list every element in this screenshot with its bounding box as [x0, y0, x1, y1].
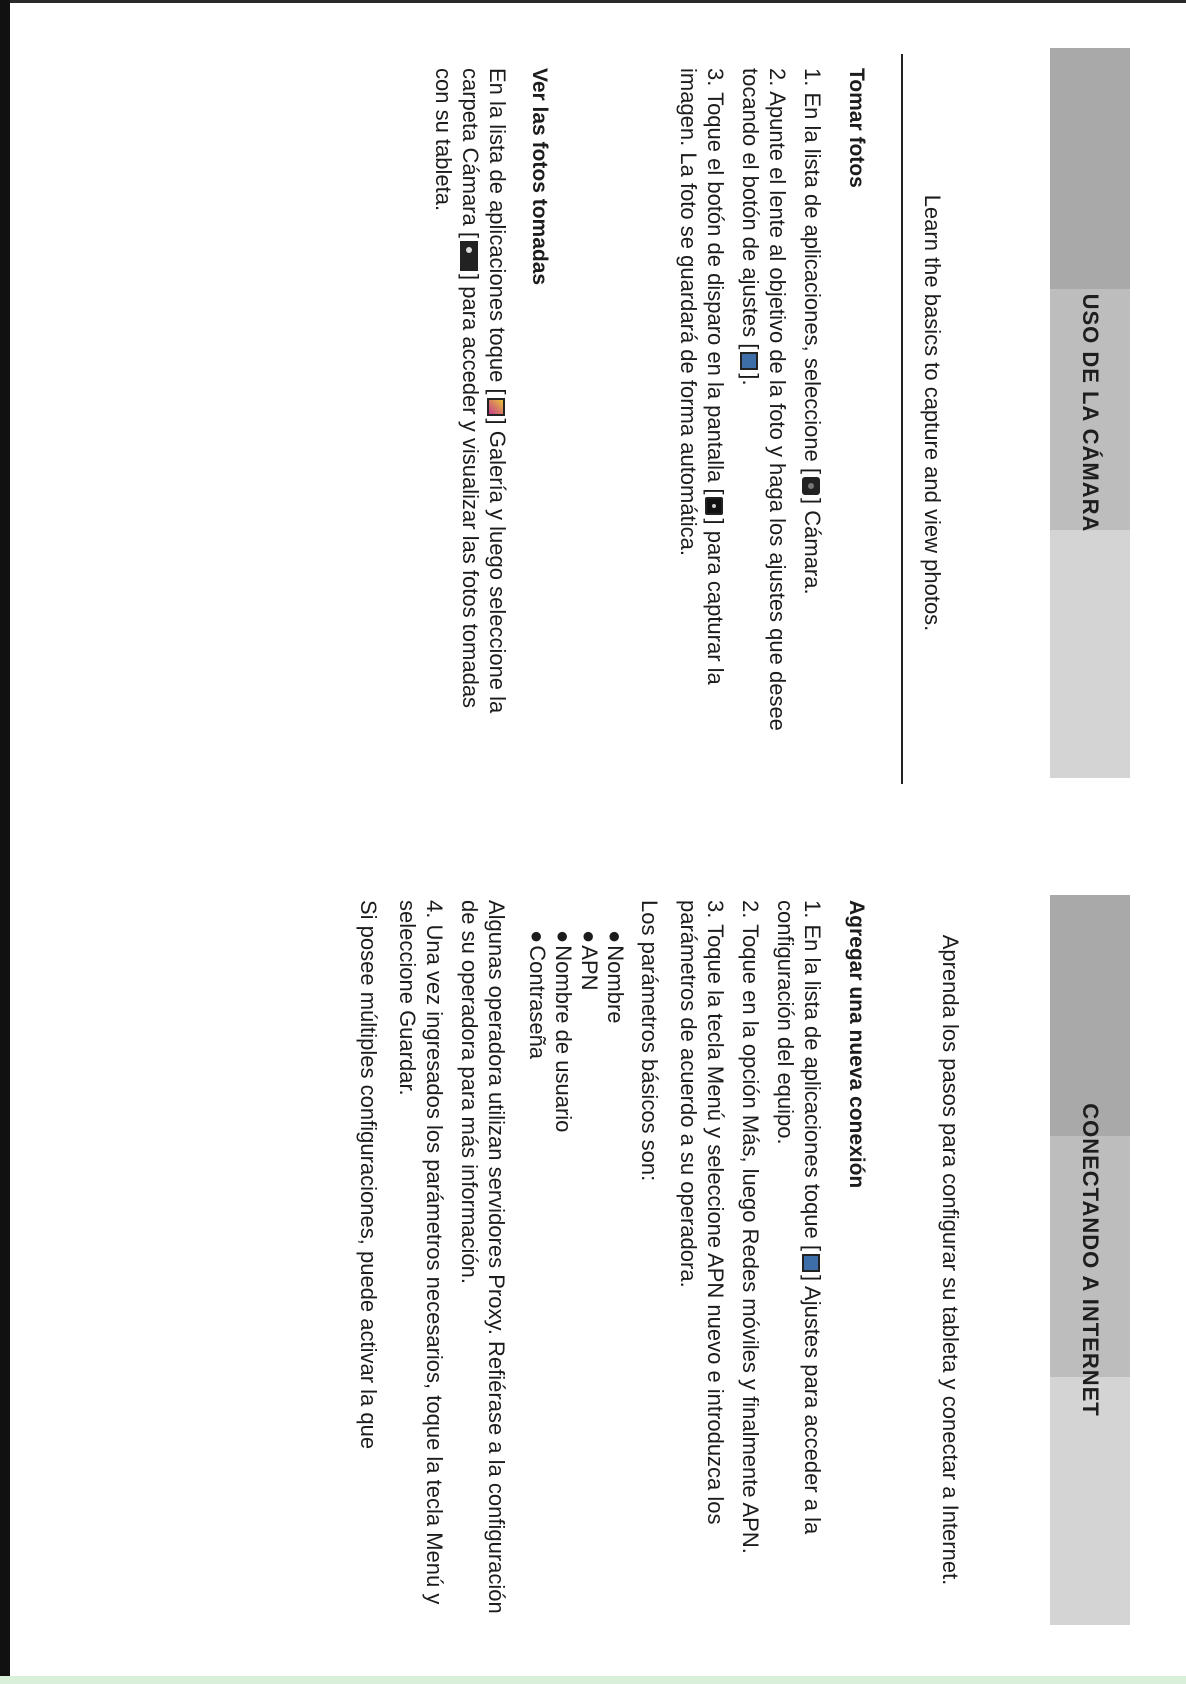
- camera-step-3: 3. Toque el botón de disparo en la pantalla [] para capturar la imagen. La foto se guardará de forma automática.: [676, 68, 728, 685]
- settings-icon: [740, 352, 758, 370]
- camera-title-band: [1050, 48, 1130, 778]
- internet-intro: Aprenda los pasos para configurar su tableta y conectar a Internet.: [938, 934, 963, 1586]
- gallery-icon: [487, 398, 505, 416]
- camera-intro: Learn the basics to capture and view photos.: [920, 194, 945, 632]
- param-item: ● APN: [576, 930, 602, 1620]
- take-photos-heading: Tomar fotos: [845, 68, 868, 188]
- camera-step-2: 2. Apunte el lente al objetivo de la foto y haga los ajustes que desee tocando el botón de ajustes [].: [738, 68, 790, 731]
- camera-folder-icon: [460, 241, 478, 271]
- internet-step-4: 4. Una vez ingresados los parámetros necesarios, toque la tecla Menú y seleccione Guardar.: [395, 900, 447, 1605]
- param-item: ● Nombre: [602, 930, 628, 1620]
- internet-title-band: [1050, 895, 1130, 1625]
- internet-section-title: CONECTANDO A INTERNET: [1078, 1103, 1103, 1417]
- camera-step-1: 1. En la lista de aplicaciones, seleccione [] Cámara.: [800, 68, 825, 595]
- view-photos-text: En la lista de aplicaciones toque [] Galería y luego seleccione la carpeta Cámara [] para acceder y visualizar las fotos tomadas con su tableta.: [431, 68, 510, 714]
- camera-section-title: USO DE LA CÁMARA: [1078, 293, 1103, 533]
- view-photos-heading: Ver las fotos tomadas: [528, 68, 551, 286]
- internet-steps: [347, 900, 826, 1620]
- params-list: [524, 900, 628, 1620]
- settings-icon: [802, 1254, 820, 1272]
- internet-step-1: 1. En la lista de aplicaciones toque [] Ajustes para acceder a la configuración del equipo.: [773, 900, 825, 1535]
- camera-divider: [901, 54, 903, 784]
- internet-step-2: 2. Toque en la opción Más, luego Redes móviles y finalmente APN.: [738, 900, 763, 1554]
- internet-step-3: 3. Toque la tecla Menú y seleccione APN nuevo e introduzca los parámetros de acuerdo a su operadora.: [676, 900, 728, 1525]
- camera-steps: [667, 68, 826, 768]
- param-item: ● Nombre de usuario: [550, 930, 576, 1620]
- add-connection-heading: Agregar una nueva conexión: [845, 900, 868, 1189]
- camera-icon: [802, 477, 820, 495]
- param-item: ● Contraseña: [524, 930, 550, 1620]
- shutter-icon: [705, 497, 723, 515]
- multi-config-text: Si posee múltiples configuraciones, puede activar la que: [356, 900, 381, 1450]
- params-intro: Los parámetros básicos son:: [637, 900, 662, 1182]
- proxy-note: Algunas operadora utilizan servidores Proxy. Refiérase a la configuración de su operadora para más información.: [457, 900, 509, 1614]
